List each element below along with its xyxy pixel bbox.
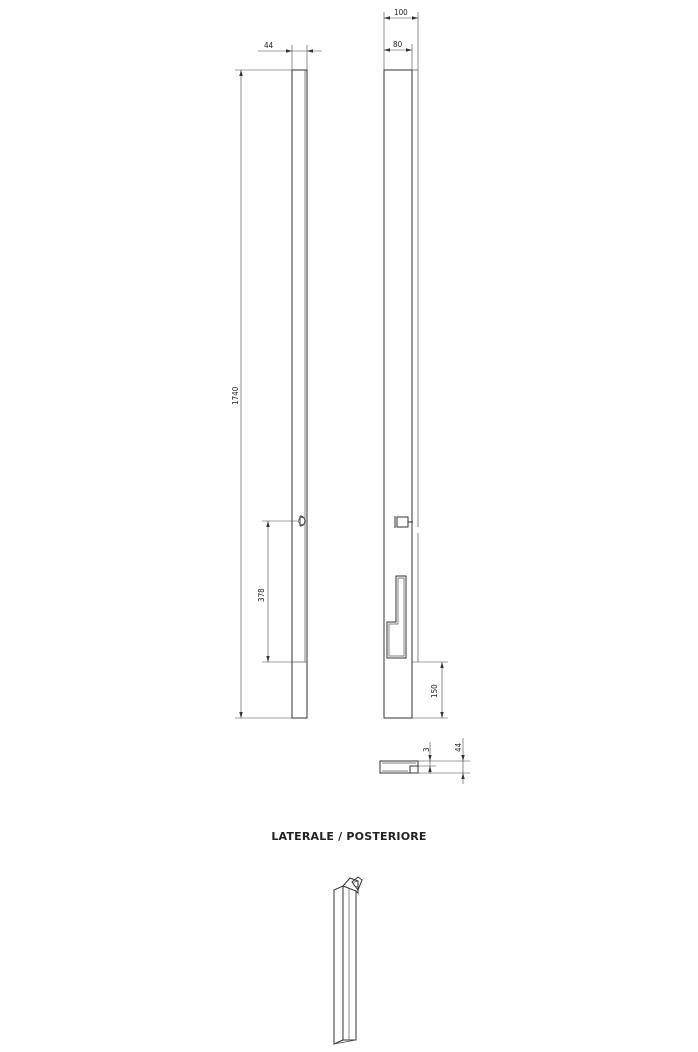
dim-44-top-label: 44: [264, 41, 274, 50]
dim-44-top-arrow-r: [307, 49, 313, 52]
dim-1740-arrow-bottom: [239, 712, 242, 718]
dim-3-label: 3: [422, 747, 431, 752]
dim-100-arrow-l: [384, 16, 390, 19]
view-caption: LATERALE / POSTERIORE: [271, 830, 427, 843]
dim-3-arrow-top: [428, 755, 431, 761]
iso-side-face: [343, 886, 356, 1040]
dim-100-arrow-r: [412, 16, 418, 19]
dim-150-arrow-top: [440, 662, 443, 668]
section-profile-inner: [382, 763, 416, 771]
dim-378-arrow-bottom: [266, 656, 269, 662]
section-view: [380, 738, 470, 784]
dim-378-arrow-top: [266, 521, 269, 527]
dim-150-arrow-bottom: [440, 712, 443, 718]
iso-front-face: [334, 886, 343, 1044]
section-lip: [410, 766, 418, 773]
side-view: [231, 41, 322, 718]
dim-44-section-label: 44: [454, 742, 463, 752]
dim-1740-label: 1740: [231, 386, 240, 405]
dim-100-label: 100: [394, 8, 408, 17]
back-view-hook-body: [397, 517, 408, 527]
dim-80-arrow-l: [384, 48, 390, 51]
dim-80-label: 80: [393, 40, 403, 49]
dim-44-top-arrow-l: [286, 49, 292, 52]
back-view-bracket: [387, 576, 406, 658]
dim-44-section-arrow-bottom: [461, 773, 464, 779]
back-view: [384, 8, 448, 718]
dim-44-section-arrow-top: [461, 755, 464, 761]
dim-1740-arrow-top: [239, 70, 242, 76]
dim-150-label: 150: [430, 684, 439, 698]
dim-80-arrow-r: [406, 48, 412, 51]
dim-378-label: 378: [257, 588, 266, 602]
dim-3-arrow-bottom: [428, 766, 431, 772]
isometric-view: [334, 877, 362, 1044]
